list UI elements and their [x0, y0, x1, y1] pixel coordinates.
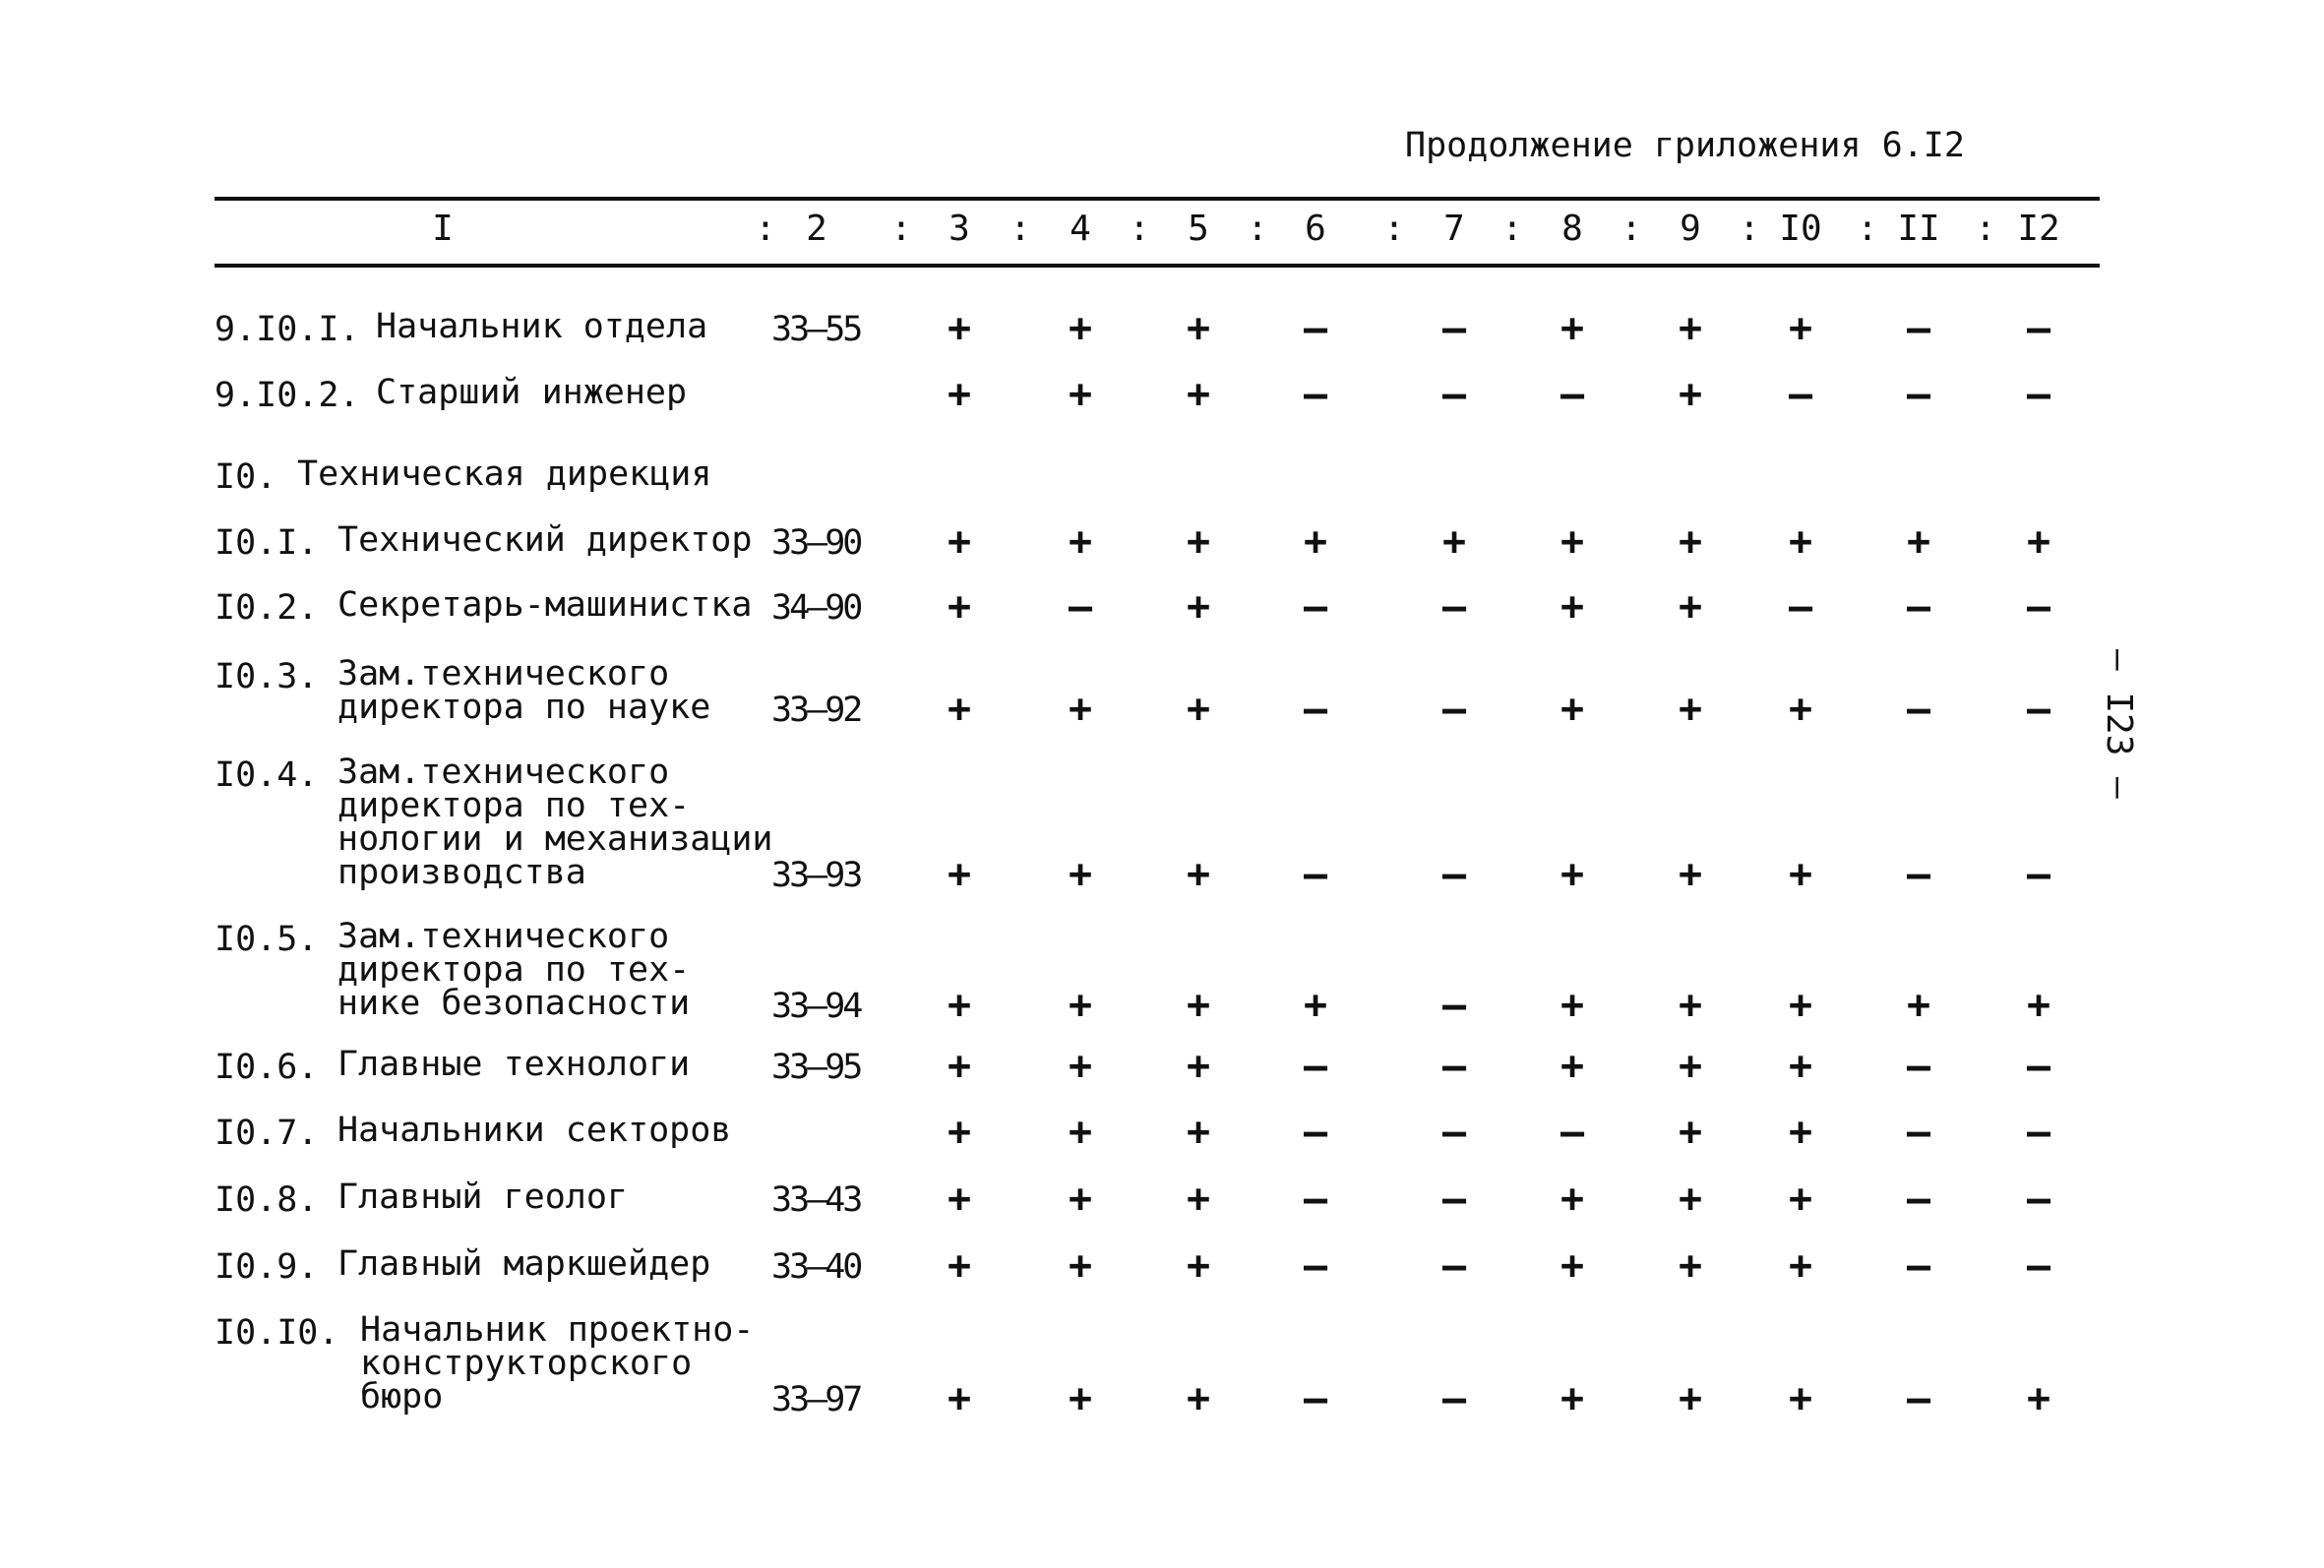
plus-mark: +	[1560, 1376, 1585, 1421]
plus-mark: +	[1068, 1376, 1093, 1421]
dash-mark: –	[2026, 372, 2051, 417]
row-code: 33–40	[771, 1247, 861, 1287]
row-name: Зам.технического директора по тех- нологии и механизации производства	[337, 753, 773, 892]
row-number: 9.I0.I.	[214, 310, 360, 349]
plus-mark: +	[947, 519, 972, 565]
plus-mark: +	[1678, 1044, 1703, 1089]
plus-mark: +	[947, 1176, 972, 1222]
row-number: I0.2.	[214, 588, 319, 628]
row-number: I0.3.	[214, 657, 319, 696]
dash-mark: –	[1906, 1243, 1931, 1289]
plus-mark: +	[1788, 1044, 1813, 1089]
plus-mark: +	[1788, 1176, 1813, 1222]
plus-mark: +	[947, 584, 972, 630]
row-name: Начальники секторов	[337, 1111, 732, 1150]
plus-mark: +	[947, 852, 972, 897]
plus-mark: +	[1678, 584, 1703, 630]
row-name: Зам.технического директора по тех- нике безопасности	[337, 917, 691, 1023]
plus-mark: +	[1068, 687, 1093, 732]
plus-mark: +	[1788, 1243, 1813, 1289]
plus-mark: +	[1560, 1243, 1585, 1289]
dash-mark: –	[1441, 687, 1467, 732]
plus-mark: +	[1186, 306, 1211, 351]
row-name: Главный маркшейдер	[337, 1244, 711, 1284]
dash-mark: –	[2026, 306, 2051, 351]
dash-mark: –	[1788, 584, 1813, 630]
row-number: I0.7.	[214, 1114, 319, 1153]
column-header-11: II	[1897, 209, 1940, 249]
column-header-1: I	[432, 209, 454, 249]
dash-mark: –	[1303, 1176, 1328, 1222]
column-separator: :	[1383, 209, 1405, 249]
plus-mark: +	[1678, 687, 1703, 732]
column-header-7: 7	[1443, 209, 1465, 249]
column-separator: :	[1247, 209, 1268, 249]
column-header-9: 9	[1680, 209, 1701, 249]
row-code: 33–92	[771, 691, 861, 730]
column-separator: :	[1975, 209, 1996, 249]
dash-mark: –	[2026, 687, 2051, 732]
row-name: Главные технологи	[337, 1045, 691, 1084]
plus-mark: +	[1186, 1376, 1211, 1421]
plus-mark: +	[1068, 1243, 1093, 1289]
column-header-12: I2	[2017, 209, 2060, 249]
dash-mark: –	[1560, 372, 1585, 417]
dash-mark: –	[1560, 1110, 1585, 1155]
dash-mark: –	[2026, 1110, 2051, 1155]
plus-mark: +	[1678, 852, 1703, 897]
dash-mark: –	[1441, 306, 1467, 351]
dash-mark: –	[1303, 852, 1328, 897]
column-separator: :	[1009, 209, 1031, 249]
dash-mark: –	[1906, 1376, 1931, 1421]
dash-mark: –	[1441, 1110, 1467, 1155]
plus-mark: +	[1186, 519, 1211, 565]
dash-mark: –	[1303, 372, 1328, 417]
dash-mark: –	[1906, 306, 1931, 351]
dash-mark: –	[1441, 372, 1467, 417]
row-name: Секретарь-машинистка	[337, 585, 753, 625]
plus-mark: +	[1788, 519, 1813, 565]
plus-mark: +	[1788, 687, 1813, 732]
plus-mark: +	[1906, 983, 1931, 1028]
plus-mark: +	[1186, 983, 1211, 1028]
plus-mark: +	[1303, 519, 1328, 565]
row-name: Старший инженер	[376, 373, 688, 412]
plus-mark: +	[2026, 519, 2051, 565]
plus-mark: +	[1186, 584, 1211, 630]
row-name: Технический директор	[337, 520, 753, 560]
column-separator: :	[755, 209, 776, 249]
plus-mark: +	[1678, 1176, 1703, 1222]
dash-mark: –	[1303, 306, 1328, 351]
plus-mark: +	[1186, 372, 1211, 417]
plus-mark: +	[947, 306, 972, 351]
dash-mark: –	[1303, 584, 1328, 630]
row-number: I0.9.	[214, 1247, 319, 1287]
header-rule-bottom	[214, 264, 2100, 268]
plus-mark: +	[1788, 1110, 1813, 1155]
plus-mark: +	[947, 372, 972, 417]
plus-mark: +	[1186, 687, 1211, 732]
column-header-2: 2	[806, 209, 827, 249]
row-code: 33–95	[771, 1048, 861, 1087]
row-code: 33–55	[771, 310, 861, 349]
column-header-3: 3	[948, 209, 970, 249]
plus-mark: +	[947, 983, 972, 1028]
row-number: I0.I.	[214, 523, 319, 563]
plus-mark: +	[1678, 1376, 1703, 1421]
row-number: I0.	[214, 457, 277, 497]
header-rule-top	[214, 197, 2100, 201]
dash-mark: –	[1441, 1044, 1467, 1089]
appendix-title: Продолжение гриложения 6.I2	[1405, 126, 1965, 165]
row-number: I0.I0.	[214, 1313, 339, 1353]
plus-mark: +	[1788, 306, 1813, 351]
plus-mark: +	[1068, 306, 1093, 351]
dash-mark: –	[1906, 687, 1931, 732]
dash-mark: –	[1441, 1243, 1467, 1289]
plus-mark: +	[1560, 852, 1585, 897]
plus-mark: +	[947, 687, 972, 732]
column-header-5: 5	[1188, 209, 1209, 249]
dash-mark: –	[1906, 1044, 1931, 1089]
column-header-4: 4	[1070, 209, 1091, 249]
plus-mark: +	[1560, 687, 1585, 732]
dash-mark: –	[2026, 584, 2051, 630]
row-name: Главный геолог	[337, 1177, 629, 1217]
dash-mark: –	[1906, 584, 1931, 630]
dash-mark: –	[1303, 1243, 1328, 1289]
plus-mark: +	[1678, 519, 1703, 565]
column-separator: :	[1621, 209, 1642, 249]
plus-mark: +	[1678, 372, 1703, 417]
plus-mark: +	[1186, 1044, 1211, 1089]
plus-mark: +	[1678, 1110, 1703, 1155]
page-number: – I23 –	[2099, 649, 2139, 799]
plus-mark: +	[1068, 983, 1093, 1028]
row-number: I0.5.	[214, 920, 319, 959]
dash-mark: –	[2026, 852, 2051, 897]
dash-mark: –	[1441, 1376, 1467, 1421]
column-separator: :	[1129, 209, 1150, 249]
plus-mark: +	[1068, 852, 1093, 897]
dash-mark: –	[1906, 852, 1931, 897]
plus-mark: +	[1186, 1110, 1211, 1155]
row-code: 33–93	[771, 856, 861, 895]
column-header-8: 8	[1561, 209, 1583, 249]
dash-mark: –	[1441, 584, 1467, 630]
row-number: I0.4.	[214, 755, 319, 795]
dash-mark: –	[1441, 852, 1467, 897]
plus-mark: +	[1788, 983, 1813, 1028]
row-number: I0.8.	[214, 1180, 319, 1220]
row-name: Начальник отдела	[376, 307, 708, 346]
dash-mark: –	[1303, 1044, 1328, 1089]
column-separator: :	[890, 209, 912, 249]
dash-mark: –	[1303, 687, 1328, 732]
plus-mark: +	[1560, 1044, 1585, 1089]
dash-mark: –	[2026, 1243, 2051, 1289]
row-name: Техническая дирекция	[297, 454, 712, 494]
dash-mark: –	[1906, 1110, 1931, 1155]
plus-mark: +	[1560, 983, 1585, 1028]
plus-mark: +	[947, 1376, 972, 1421]
plus-mark: +	[1906, 519, 1931, 565]
plus-mark: +	[1068, 1044, 1093, 1089]
plus-mark: +	[947, 1110, 972, 1155]
plus-mark: +	[2026, 1376, 2051, 1421]
dash-mark: –	[1303, 1110, 1328, 1155]
row-number: I0.6.	[214, 1048, 319, 1087]
plus-mark: +	[1560, 519, 1585, 565]
dash-mark: –	[1441, 983, 1467, 1028]
row-name: Зам.технического директора по науке	[337, 654, 711, 727]
row-number: 9.I0.2.	[214, 376, 360, 415]
dash-mark: –	[1068, 584, 1093, 630]
plus-mark: +	[1186, 1176, 1211, 1222]
plus-mark: +	[1303, 983, 1328, 1028]
plus-mark: +	[947, 1044, 972, 1089]
column-header-10: I0	[1779, 209, 1822, 249]
column-separator: :	[1501, 209, 1523, 249]
row-code: 33–97	[771, 1380, 861, 1419]
plus-mark: +	[1560, 306, 1585, 351]
plus-mark: +	[1678, 1243, 1703, 1289]
plus-mark: +	[947, 1243, 972, 1289]
dash-mark: –	[2026, 1176, 2051, 1222]
dash-mark: –	[1441, 1176, 1467, 1222]
plus-mark: +	[2026, 983, 2051, 1028]
plus-mark: +	[1560, 584, 1585, 630]
plus-mark: +	[1068, 372, 1093, 417]
plus-mark: +	[1068, 1176, 1093, 1222]
row-code: 33–90	[771, 523, 861, 563]
plus-mark: +	[1560, 1176, 1585, 1222]
dash-mark: –	[1303, 1376, 1328, 1421]
plus-mark: +	[1678, 983, 1703, 1028]
plus-mark: +	[1068, 519, 1093, 565]
plus-mark: +	[1788, 1376, 1813, 1421]
column-separator: :	[1739, 209, 1760, 249]
column-header-6: 6	[1305, 209, 1326, 249]
plus-mark: +	[1068, 1110, 1093, 1155]
dash-mark: –	[1788, 372, 1813, 417]
plus-mark: +	[1186, 852, 1211, 897]
row-code: 33–94	[771, 987, 861, 1026]
row-name: Начальник проектно- конструкторского бюро	[360, 1310, 755, 1417]
plus-mark: +	[1186, 1243, 1211, 1289]
dash-mark: –	[1906, 1176, 1931, 1222]
plus-mark: +	[1441, 519, 1467, 565]
row-code: 34–90	[771, 588, 861, 628]
column-separator: :	[1857, 209, 1878, 249]
dash-mark: –	[1906, 372, 1931, 417]
plus-mark: +	[1678, 306, 1703, 351]
row-code: 33–43	[771, 1180, 861, 1220]
dash-mark: –	[2026, 1044, 2051, 1089]
plus-mark: +	[1788, 852, 1813, 897]
